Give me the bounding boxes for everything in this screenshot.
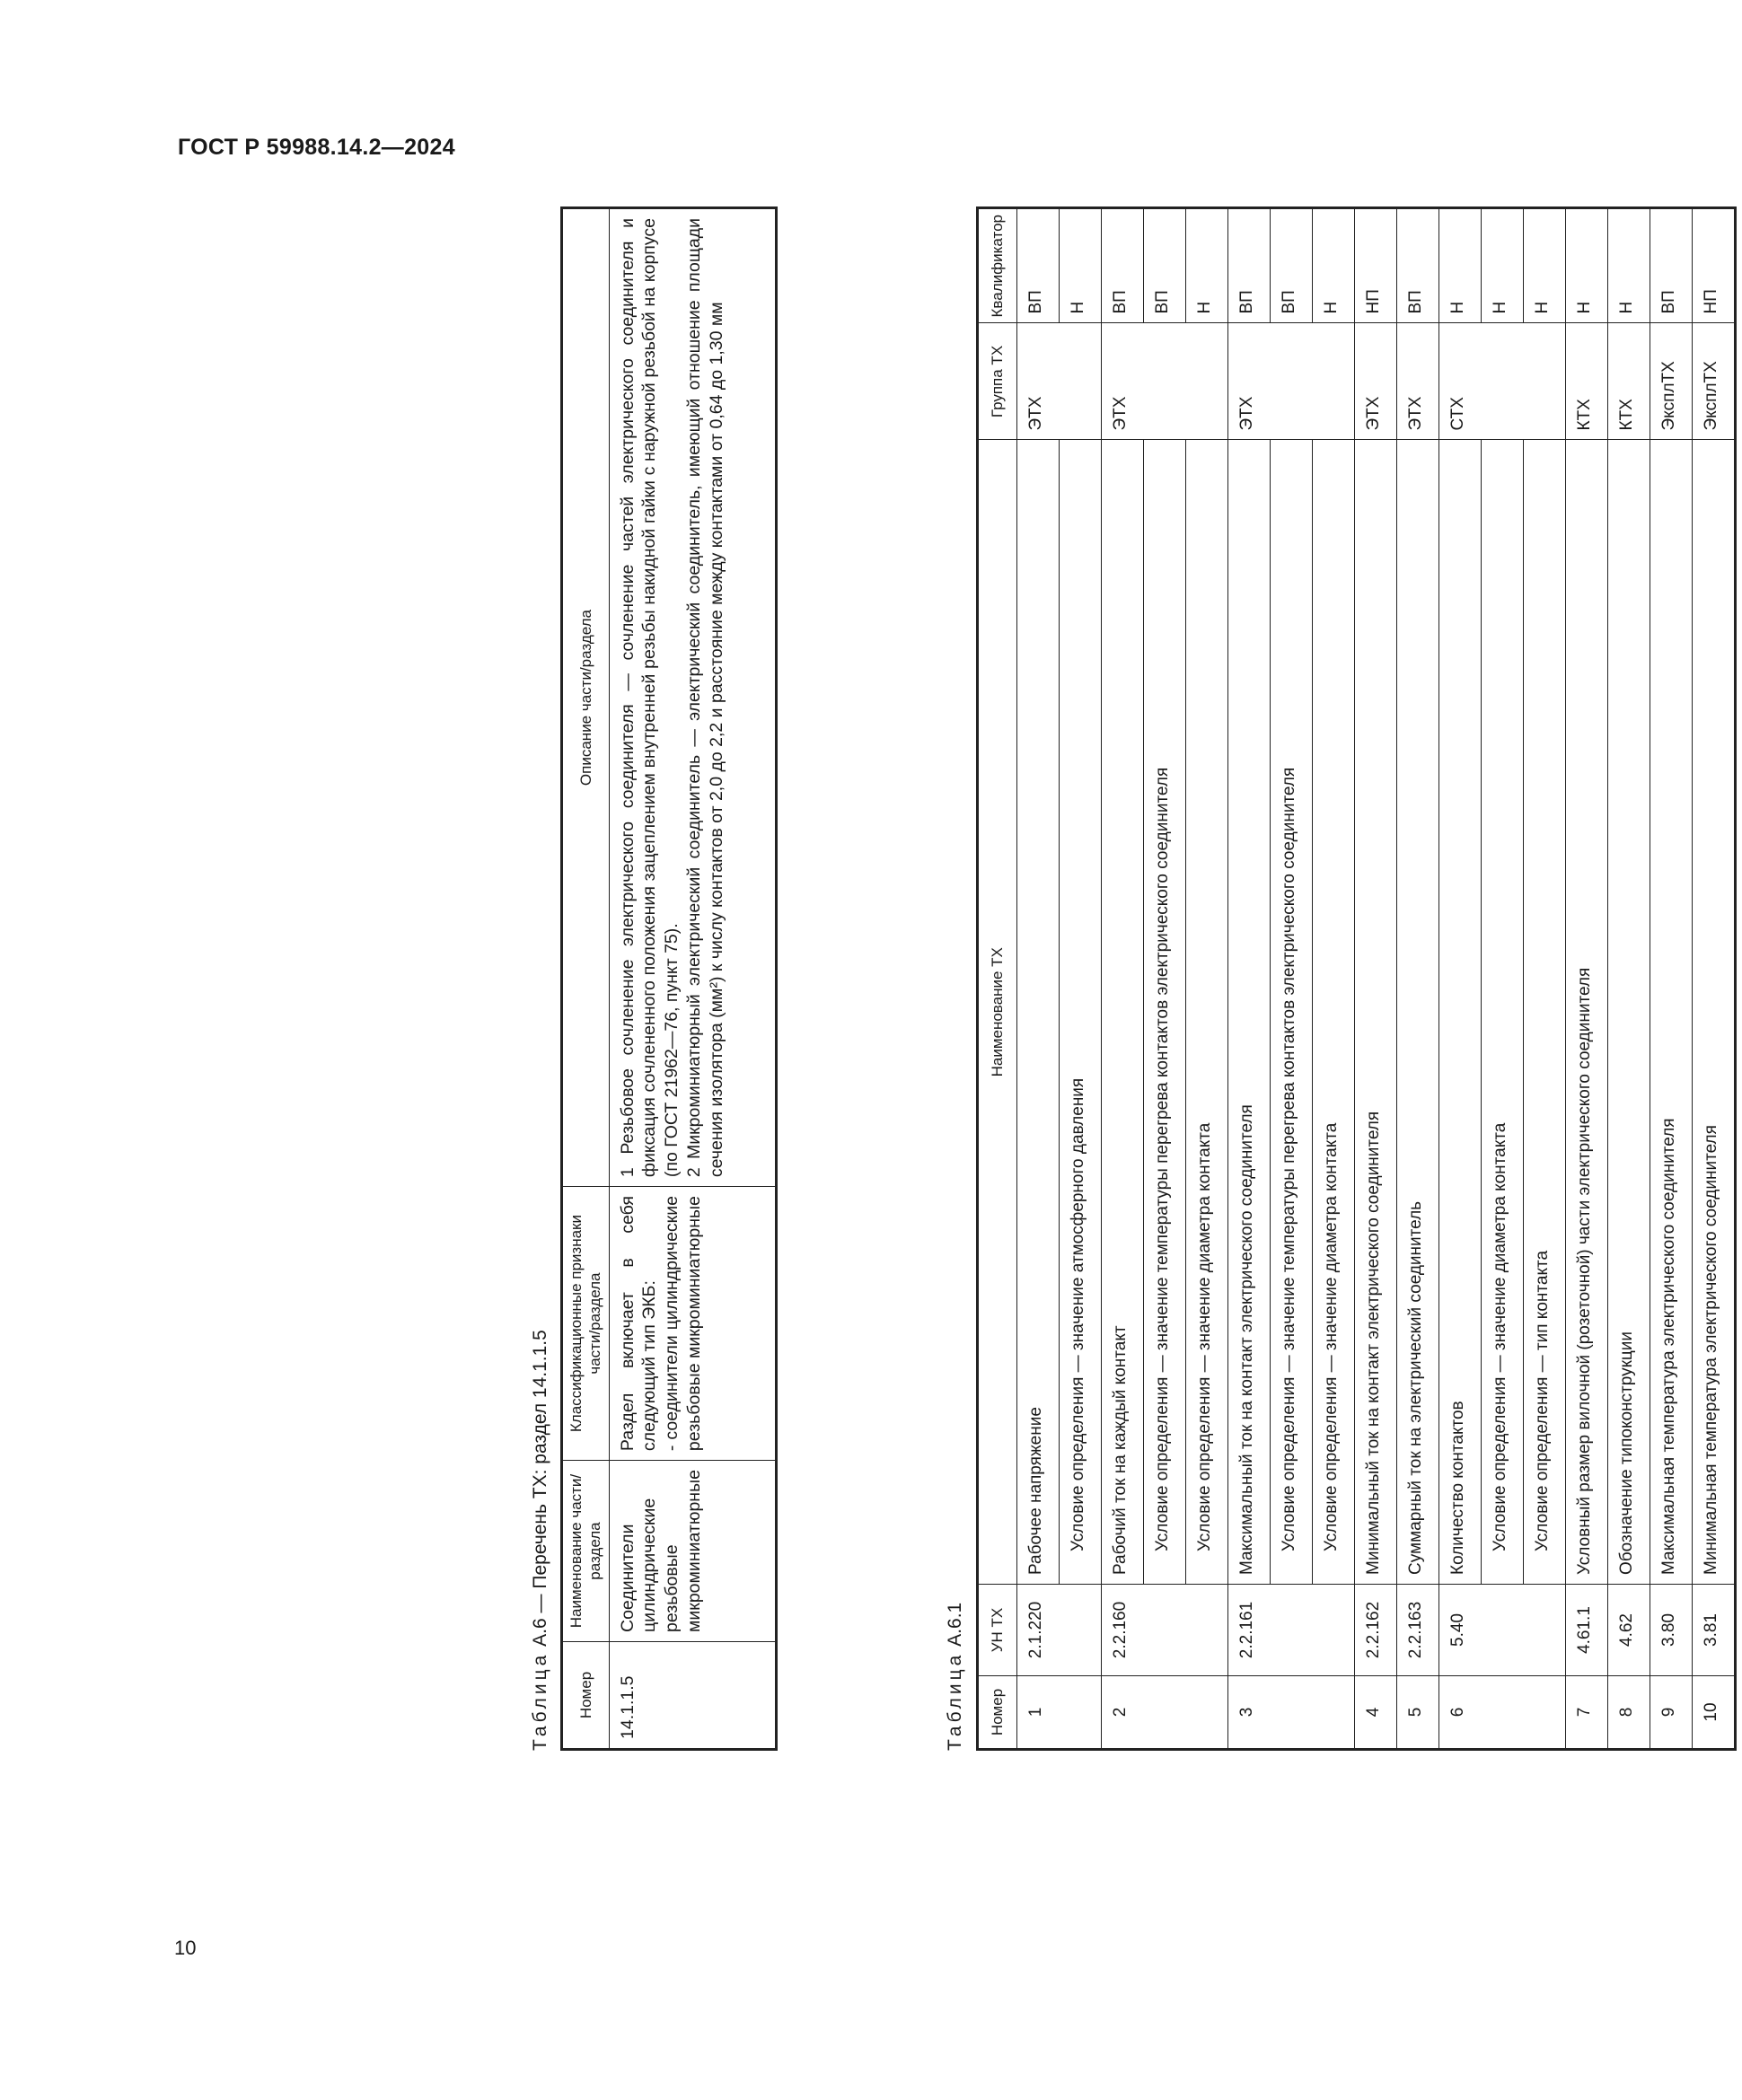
row-number: 14.1.1.5 [609, 1642, 776, 1750]
caption-prefix: Таблица [945, 1651, 965, 1751]
row-name [609, 1461, 776, 1642]
cell-qualifier: Н [1439, 208, 1482, 324]
header-name: Наименование части/раздела [562, 1461, 610, 1642]
document-header: ГОСТ Р 59988.14.2—2024 [178, 135, 455, 160]
cell-name: Обозначение типоконструкции [1608, 440, 1650, 1585]
cell-un: 5.40 [1439, 1585, 1566, 1676]
cell-name: Условие определения — тип контакта [1524, 440, 1566, 1585]
cell-qualifier: Н [1524, 208, 1566, 324]
cell-qualifier: ВП [1397, 208, 1439, 324]
cell-un: 3.81 [1693, 1585, 1736, 1676]
row-name-line: микроминиатюрные [684, 1470, 705, 1632]
cell-un: 4.61.1 [1566, 1585, 1608, 1676]
cell-qualifier: ВП [1017, 208, 1060, 324]
header-group: Группа ТХ [978, 323, 1017, 440]
row-description [609, 208, 776, 1187]
table-a61-caption [945, 1603, 966, 1751]
cell-number: 1 [1017, 1676, 1102, 1750]
cell-number: 2 [1102, 1676, 1228, 1750]
cell-name: Минимальный ток на контакт электрического соединителя [1355, 440, 1397, 1585]
cell-number: 9 [1650, 1676, 1693, 1750]
header-number: Номер [562, 1642, 610, 1750]
cell-group: СТХ [1439, 323, 1566, 440]
header-un: УН ТХ [978, 1585, 1017, 1676]
cell-qualifier: ВП [1102, 208, 1144, 324]
cell-name: Условие определения — значение температуры перегрева контактов электрического соединителя [1144, 440, 1186, 1585]
cell-number: 4 [1355, 1676, 1397, 1750]
caption-text: А.6.1 [945, 1602, 965, 1647]
cell-qualifier: Н [1482, 208, 1524, 324]
cell-qualifier: Н [1313, 208, 1355, 324]
cell-name: Условный размер вилочной (розеточной) части электрического соединителя [1566, 440, 1608, 1585]
cell-qualifier: НП [1355, 208, 1397, 324]
cell-number: 7 [1566, 1676, 1608, 1750]
cell-name: Условие определения — значение диаметра контакта [1186, 440, 1228, 1585]
caption-text: А.6 — Перечень ТХ: раздел 14.1.1.5 [530, 1330, 550, 1647]
header-features: Классификационные признаки части/раздела [562, 1187, 610, 1461]
cell-group: ЭксплТХ [1693, 323, 1736, 440]
cell-name: Условие определения — значение диаметра контакта [1482, 440, 1524, 1585]
row-description-1: 1 Резьбовое сочленение электрического соединителя — сочленение частей электрического соединителя и фиксация сочлененного положения зацеплением внутренней резьбы накидной гайки с наружной резьбой на корпусе (по ГОСТ 21962—76, пункт 75). [617, 218, 682, 1178]
cell-number: 3 [1228, 1676, 1355, 1750]
cell-un: 2.2.163 [1397, 1585, 1439, 1676]
header-description: Описание части/раздела [562, 208, 610, 1187]
cell-name: Рабочее напряжение [1017, 440, 1060, 1585]
cell-number: 5 [1397, 1676, 1439, 1750]
cell-name: Условие определения — значение температуры перегрева контактов электрического соединителя [1271, 440, 1313, 1585]
cell-group: КТХ [1566, 323, 1608, 440]
cell-number: 6 [1439, 1676, 1566, 1750]
cell-name: Количество контактов [1439, 440, 1482, 1585]
cell-name: Суммарный ток на электрический соединитель [1397, 440, 1439, 1585]
cell-name: Минимальная температура электрического соединителя [1693, 440, 1736, 1585]
cell-name: Максимальная температура электрического соединителя [1650, 440, 1693, 1585]
cell-qualifier: Н [1608, 208, 1650, 324]
cell-un: 4.62 [1608, 1585, 1650, 1676]
caption-prefix: Таблица [530, 1651, 550, 1751]
row-features [609, 1187, 776, 1461]
table-a61 [976, 206, 1737, 1751]
cell-name: Рабочий ток на каждый контакт [1102, 440, 1144, 1585]
cell-name: Условие определения — значение атмосферного давления [1060, 440, 1102, 1585]
cell-number: 10 [1693, 1676, 1736, 1750]
row-name-line: цилиндрические [639, 1498, 660, 1632]
cell-qualifier: ВП [1650, 208, 1693, 324]
table-a6-caption [530, 1330, 551, 1751]
row-features-line: Раздел включает в себя следующий тип ЭКБ: [617, 1196, 660, 1452]
cell-un: 3.80 [1650, 1585, 1693, 1676]
cell-group: КТХ [1608, 323, 1650, 440]
cell-un: 2.2.161 [1228, 1585, 1355, 1676]
cell-qualifier: ВП [1228, 208, 1271, 324]
row-description-2: 2 Микроминиатюрный электрический соединитель — электрический соединитель, имеющий отношение площади сечения изолятора (мм²) к числу контактов от 2,0 до 2,2 и расстояние между контактами от 0,64 до 1,30 мм [684, 218, 727, 1178]
cell-group: ЭТХ [1228, 323, 1355, 440]
table-a6 [560, 206, 778, 1751]
cell-qualifier: ВП [1271, 208, 1313, 324]
page-number: 10 [174, 1937, 197, 1959]
cell-name: Условие определения — значение диаметра контакта [1313, 440, 1355, 1585]
cell-name: Максимальный ток на контакт электрического соединителя [1228, 440, 1271, 1585]
row-features-line: - соединители цилиндрические резьбовые микроминиатюрные [662, 1196, 705, 1452]
row-name-line: резьбовые [662, 1544, 682, 1632]
cell-un: 2.2.162 [1355, 1585, 1397, 1676]
cell-un: 2.1.220 [1017, 1585, 1102, 1676]
cell-group: ЭТХ [1355, 323, 1397, 440]
rotated-content [530, 206, 1742, 1751]
cell-qualifier: Н [1566, 208, 1608, 324]
cell-un: 2.2.160 [1102, 1585, 1228, 1676]
row-name-line: Соединители [617, 1524, 638, 1632]
cell-qualifier: ВП [1144, 208, 1186, 324]
cell-group: ЭТХ [1397, 323, 1439, 440]
cell-qualifier: Н [1186, 208, 1228, 324]
cell-number: 8 [1608, 1676, 1650, 1750]
cell-qualifier: НП [1693, 208, 1736, 324]
header-qualifier: Квалификатор [978, 208, 1017, 324]
cell-group: ЭТХ [1102, 323, 1228, 440]
cell-qualifier: Н [1060, 208, 1102, 324]
header-number: Номер [978, 1676, 1017, 1750]
cell-group: ЭксплТХ [1650, 323, 1693, 440]
cell-group: ЭТХ [1017, 323, 1102, 440]
header-name: Наименование ТХ [978, 440, 1017, 1585]
